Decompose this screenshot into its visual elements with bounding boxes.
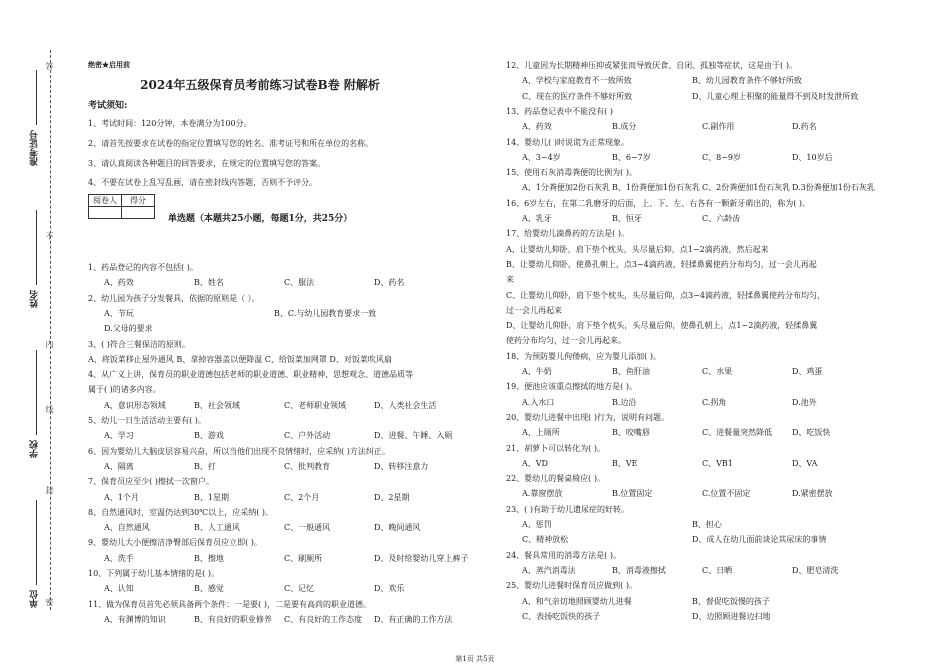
answer-option[interactable]: D.药名 [792, 122, 817, 132]
question-stem: 11、做为保育员首先必须具备两个条件：一是要( )，二是要有高尚的职业道德。 [88, 599, 371, 609]
answer-option[interactable]: B、恒牙 [612, 214, 642, 223]
question-stem: 7、保育员应至少( )擦拭一次窗户。 [88, 477, 214, 487]
question-stem: A、将饭菜移止屋外通风 B、拿掉容器盖以便降温 C、给饭菜加网罩 D、对饭菜吹风扇 [88, 354, 392, 364]
answer-option[interactable]: B、1星期 [194, 492, 229, 502]
answer-option[interactable]: A.靠窗摆放 [522, 489, 563, 499]
answer-option[interactable]: C、表扬吃饭快的孩子 [522, 611, 601, 621]
question-stem: 20、婴幼儿进餐中出现( )行为，说明有问题。 [506, 412, 669, 422]
question-stem: 15、使用石灰消毒粪便的比例为( )。 [506, 168, 637, 178]
question-stem: 2、幼儿园为孩子分发餐具，依据的原则是（ ）。 [88, 293, 260, 303]
answer-option[interactable]: D、转移注意力 [374, 461, 429, 471]
underline-name [36, 210, 37, 285]
answer-option[interactable]: C.位置不固定 [702, 489, 751, 499]
answer-option[interactable]: D、边照顾进餐边扫地 [692, 611, 771, 621]
page-footer: 第1页 共5页 [455, 655, 495, 663]
answer-option[interactable]: C、VB1 [702, 458, 733, 468]
answer-option[interactable]: A、药效 [522, 122, 552, 132]
answer-option[interactable]: A、上厕所 [522, 428, 560, 438]
answer-option[interactable]: C、日晒 [702, 565, 733, 575]
answer-option[interactable]: C、记忆 [284, 584, 315, 594]
answer-option[interactable]: D、欢乐 [374, 584, 405, 594]
answer-option[interactable]: B、鱼肝油 [612, 367, 650, 376]
answer-option[interactable]: C、8~9岁 [702, 152, 742, 162]
answer-option[interactable]: A、药效 [104, 278, 134, 288]
question-stem: 17、给婴幼儿滴鼻药的方法是( )。 [506, 229, 629, 239]
answer-option[interactable]: A、隔离 [104, 461, 134, 471]
question-stem: 16、6岁左右，在第二乳磨牙的后面，上、下、左、右各有一颗新牙萌出的，称为( )。 [506, 198, 811, 208]
seal-mark: 不 [45, 232, 54, 240]
answer-option[interactable]: D.池外 [792, 397, 817, 407]
score-table [88, 194, 155, 219]
answer-option[interactable]: B、擦地 [194, 553, 224, 563]
score-cell: 得分 [122, 195, 155, 207]
seal-mark: 答 [45, 62, 54, 70]
answer-option[interactable]: A、自然通风 [104, 523, 150, 533]
answer-option[interactable]: A、意识形态领域 [104, 400, 166, 410]
answer-option[interactable]: A、学校与家庭教育不一致所致 [522, 76, 632, 86]
answer-option[interactable]: D、及时给婴幼儿穿上裤子 [374, 553, 469, 563]
answer-option[interactable]: D.紧密摆放 [792, 489, 833, 499]
answer-option[interactable]: D、肥皂清洗 [792, 565, 839, 575]
question-stem: D、让婴幼儿仰卧，肩下垫个枕头，头尽量后仰，使鼻孔朝上，点1~2滴药液，轻揉鼻翼 [506, 321, 818, 331]
question-stem: C、让婴幼儿仰卧，肩下垫个枕头，头尽量后仰，点3~4滴药液，轻揉鼻翼使药分布均匀， [506, 290, 825, 300]
answer-option[interactable]: B、有良好的职业修养 [194, 614, 272, 624]
answer-option[interactable]: C、户外活动 [284, 431, 331, 441]
binding-strip [0, 0, 80, 671]
answer-option[interactable]: C、精神放松 [522, 535, 569, 545]
question-stem: 过一会儿再起来 [506, 305, 562, 315]
answer-option[interactable]: C.副作用 [702, 122, 735, 132]
question-stem: 5、幼儿一日生活活动主要有( )。 [88, 416, 206, 425]
question-stem: 3、( )符合三餐保洁的原则。 [88, 339, 190, 349]
answer-option[interactable]: C、六龄齿 [702, 214, 741, 223]
answer-option[interactable]: D、吃饭快 [792, 428, 831, 438]
answer-option[interactable]: A、蒸汽消毒法 [522, 565, 576, 575]
answer-option[interactable]: B、感觉 [194, 584, 224, 594]
answer-option[interactable]: A、洗手 [104, 553, 134, 563]
notice-heading: 考试须知: [88, 101, 128, 111]
seal-dashed-line [50, 50, 51, 610]
underline-unit [36, 500, 37, 585]
page-title: 2024年五级保育员考前练习试卷B卷 附解析 [140, 78, 380, 92]
answer-option[interactable]: C、服法 [284, 278, 315, 288]
answer-option[interactable]: D、成人在幼儿面前谈论其尿床的事情 [692, 535, 827, 545]
question-stem: 属于( )的诸多内容。 [88, 385, 161, 395]
question-stem: 10、下列属于幼儿基本情绪的是( )。 [88, 569, 219, 578]
answer-option[interactable]: B、督促吃饭慢的孩子 [692, 596, 770, 606]
answer-option[interactable]: A、惩罚 [522, 520, 552, 529]
answer-option[interactable]: D、药名 [374, 278, 405, 288]
answer-option[interactable]: B、游戏 [194, 431, 224, 441]
question-stem: 14、婴幼儿( )时说谎为正常现象。 [506, 137, 629, 147]
question-stem: 22、婴幼儿的餐桌椅应( )。 [506, 474, 605, 484]
answer-option[interactable]: A、和气亲切地照顾婴幼儿进餐 [522, 596, 632, 606]
answer-option[interactable]: B、姓名 [194, 278, 224, 288]
answer-option[interactable]: D、VA [792, 458, 818, 468]
answer-option[interactable]: C、有良好的工作态度 [284, 614, 363, 624]
answer-option[interactable]: C、2份粪便加1份石灰乳 [702, 183, 791, 193]
answer-option[interactable]: B、VE [612, 458, 638, 468]
label-school: 学校 [30, 440, 40, 458]
answer-option[interactable]: D、10岁后 [792, 152, 833, 162]
answer-option[interactable]: A、1个月 [104, 492, 139, 502]
answer-option[interactable]: D、2星期 [374, 492, 410, 502]
question-stem: A、让婴幼儿仰卧，肩下垫个枕头，头尽量后仰，点1~2滴药液，然后起来 [506, 244, 769, 254]
seal-mark: 内 [45, 340, 54, 348]
answer-option[interactable]: B、咬嘴唇 [612, 428, 650, 438]
underline-school [36, 350, 37, 435]
answer-option[interactable]: D、鸡蛋 [792, 367, 823, 376]
answer-option[interactable]: B、人工通风 [194, 523, 240, 533]
seal-mark: 封 [45, 486, 54, 494]
seal-mark: 线 [45, 405, 54, 413]
answer-option[interactable]: D、有正确的工作方法 [374, 614, 453, 624]
answer-option[interactable]: B、消毒液擦拭 [612, 565, 666, 575]
question-stem: 6、因为婴幼儿大脑皮层容易兴奋，所以当他们出现不良情绪时，应采纳( )方法纠正。 [88, 446, 390, 456]
seal-mark: 密 [45, 598, 54, 606]
answer-option[interactable]: B、1份粪便加1份石灰乳 [612, 183, 701, 193]
answer-option[interactable]: B.成分 [612, 122, 637, 132]
answer-option[interactable]: C、进餐量突然降低 [702, 428, 773, 438]
answer-option[interactable]: D.3份粪便加1份石灰乳 [792, 183, 875, 193]
answer-option[interactable]: A、节玩 [104, 308, 134, 318]
question-stem: 4、从广义上讲，保育员的职业道德包括老师的职业道德、职业精神、思想观念、道德品质等 [88, 370, 414, 380]
answer-option[interactable]: B、社会领域 [194, 400, 240, 410]
section-title: 单选题（本题共25小题，每题1分，共25分） [168, 214, 353, 224]
answer-option[interactable]: D、进餐、午睡、入厕 [374, 431, 453, 441]
notice-rule: 2、请首先按要求在试卷的指定位置填写您的姓名、准考证号和所在单位的名称。 [88, 139, 374, 148]
question-stem: 来 [506, 275, 514, 285]
answer-option[interactable]: A、VD [522, 458, 548, 468]
question-stem: 8、自然通风时，室温仍达到30℃以上，应采纳( )。 [88, 507, 274, 517]
answer-option[interactable]: D、儿童心理上积聚的能量得不到及时发泄所致 [692, 91, 859, 101]
answer-option[interactable]: A、学习 [104, 431, 134, 441]
answer-option[interactable]: A.入水口 [522, 397, 555, 407]
answer-option[interactable]: A、1分粪便加2份石灰乳 [522, 183, 610, 193]
answer-option[interactable]: B、担心 [692, 520, 722, 529]
secret-label: 绝密★启用前 [88, 60, 130, 69]
answer-option[interactable]: C、现在的医疗条件不够好所致 [522, 91, 633, 101]
notice-rule: 1、考试时间：120分钟，本卷满分为100分。 [88, 119, 252, 128]
question-stem: 使药分布均匀，过一会儿再起来。 [506, 336, 626, 346]
question-stem: 25、婴幼儿进餐时保育员应做到( )。 [506, 581, 637, 591]
answer-option[interactable]: C、水果 [702, 367, 733, 376]
notice-rule: 4、不要在试卷上乱写乱画，请在密封线内答题，否则不予评分。 [88, 178, 318, 187]
answer-option[interactable]: A、有渊博的知识 [104, 614, 166, 624]
answer-option[interactable]: C、老师职业领域 [284, 400, 347, 410]
score-blank[interactable] [122, 207, 155, 219]
reviewer-cell: 阅卷人 [89, 195, 122, 207]
answer-option[interactable]: D、人类社会生活 [374, 400, 437, 410]
answer-option[interactable]: D.父母的要求 [104, 324, 153, 334]
question-stem: 13、药品登记表中不能没有( ) [506, 106, 613, 116]
answer-option[interactable]: B.边沿 [612, 397, 637, 407]
answer-option[interactable]: B、C.与幼儿园教育要求一致 [274, 308, 377, 318]
answer-option[interactable]: C、2个月 [284, 492, 320, 502]
question-stem: 23、( )有助于幼儿遗尿症的好转。 [506, 504, 629, 514]
question-stem: 12、儿童因为长期精神压抑或紧张而导致厌食、自闭、孤独等症状，这是由于( )。 [506, 61, 797, 70]
answer-option[interactable]: B.位置固定 [612, 489, 653, 499]
label-unit: 单位 [30, 590, 40, 608]
answer-option[interactable]: A、认知 [104, 584, 134, 594]
question-stem: 1、药品登记的内容不包括( )。 [88, 263, 198, 272]
answer-option[interactable]: A、3~4岁 [522, 152, 561, 162]
question-stem: 21、胡萝卜可以转化为( )。 [506, 443, 605, 453]
question-stem: 19、便池应该重点擦拭的地方是( )。 [506, 382, 637, 392]
answer-option[interactable]: C、刷厕所 [284, 553, 323, 563]
question-stem: B、让婴幼儿仰卧，使鼻孔朝上，点3~4滴药液，轻揉鼻翼使药分布均匀，过一会儿再起 [506, 259, 817, 269]
answer-option[interactable]: C、批判教育 [284, 461, 331, 471]
answer-option[interactable]: A、乳牙 [522, 214, 552, 223]
answer-option[interactable]: B、打 [194, 461, 216, 471]
answer-option[interactable]: B、幼儿园教育条件不够好所致 [692, 76, 802, 86]
answer-option[interactable]: A、牛奶 [522, 367, 552, 376]
reviewer-blank[interactable] [89, 207, 122, 219]
label-exam-number: 准考证号 [30, 130, 40, 166]
answer-option[interactable]: C、一般通风 [284, 523, 331, 533]
question-stem: 9、婴幼儿大小便擦洁净臀部后保育员应立即( )。 [88, 538, 262, 548]
answer-option[interactable]: C.拐角 [702, 397, 727, 407]
answer-option[interactable]: D、晚间通风 [374, 523, 421, 533]
notice-rule: 3、请认真阅读各种题目的回答要求，在规定的位置填写您的答案。 [88, 159, 326, 168]
answer-option[interactable]: B、6~7岁 [612, 152, 651, 162]
question-stem: 18、为预防婴儿佝偻病，应为婴儿添加( )。 [506, 351, 661, 361]
question-stem: 24、餐具常用的消毒方法是( )。 [506, 550, 621, 560]
label-name: 姓名 [30, 290, 40, 308]
